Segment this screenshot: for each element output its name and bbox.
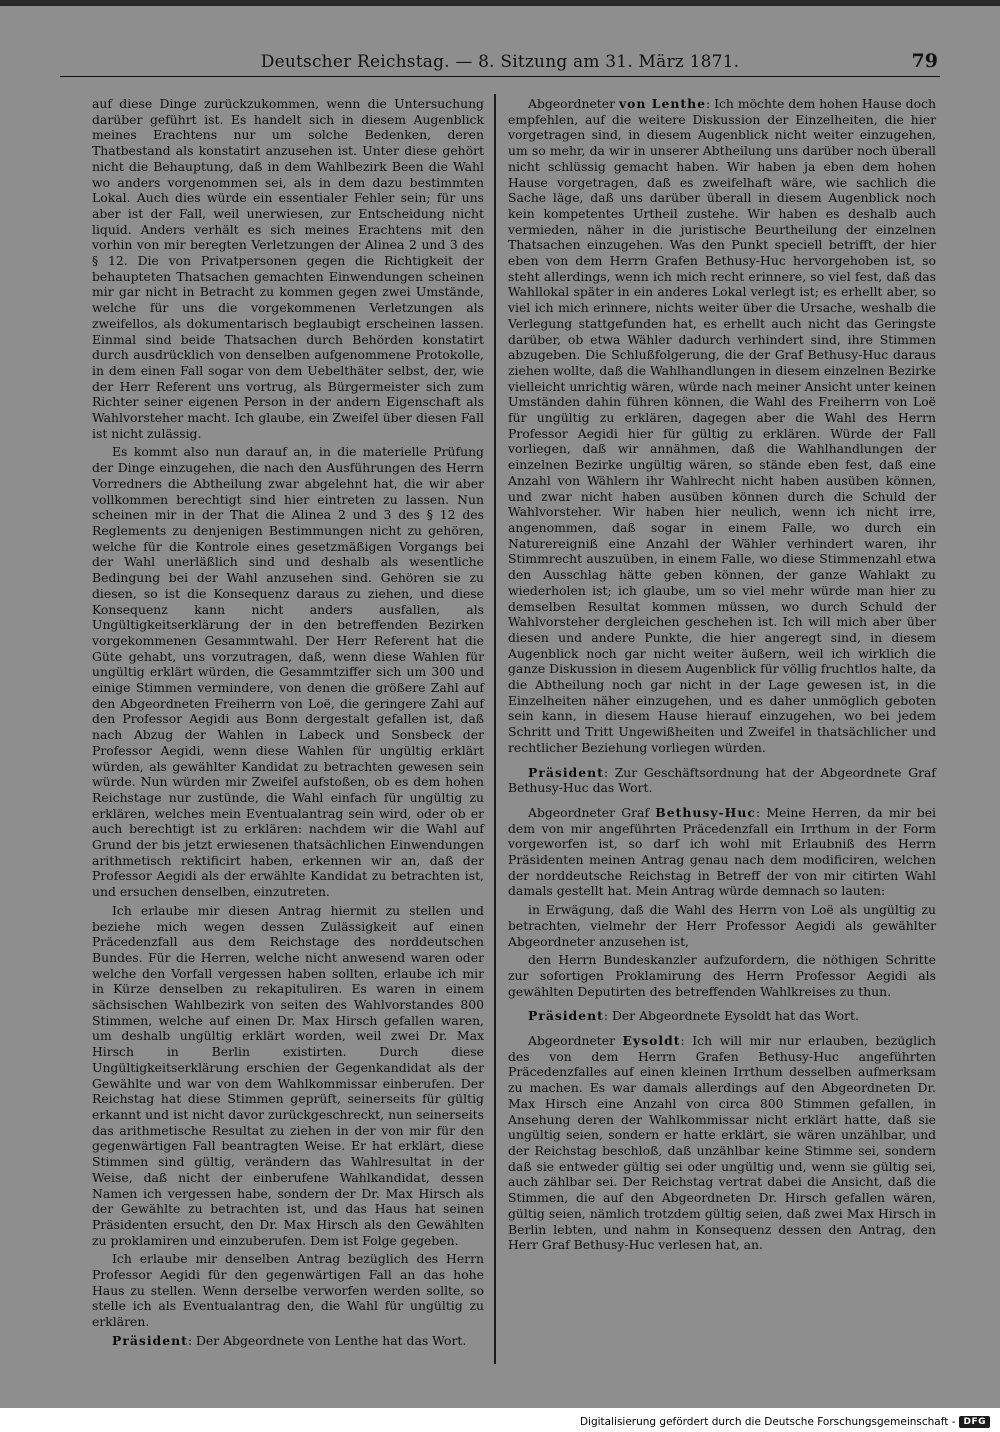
speaker-paragraph (508, 765, 936, 796)
motion-quote: in Erwägung, daß die Wahl des Herrn von Loë als ungültig zu betrachten, vielmehr der Herr Professor Aegidi als gewählter Abgeordneter anzusehen ist, (508, 902, 936, 949)
speaker-text: : Zur Geschäftsordnung hat der Abgeordnete Graf Bethusy-Huc das Wort. (508, 764, 936, 796)
running-title: Deutscher Reichstag. — 8. Sitzung am 31. März 1871. (260, 52, 740, 72)
speaker-prefix: Abgeordneter (528, 1033, 623, 1049)
page-header (60, 50, 940, 77)
speaker-name: Bethusy-Huc (655, 804, 756, 820)
speaker-name: von Lenthe (618, 96, 706, 111)
paragraph: Ich erlaube mir diesen Antrag hiermit zu stellen und beziehe mich wegen dessen Zulässigkeit auf einen Präcedenzfall aus dem Reichstage des norddeutschen Bundes. Für die Herren, welche nicht anwesend waren oder welche den Vorfall vergessen haben sollten, erlaube ich mir in Kürze denselben zu rekapituliren. Es waren in einem sächsischen Wahlbezirk von seiten des Wahlvorstandes 800 Stimmen, welche auf einen Dr. Max Hirsch gefallen waren, um deshalb ungültig erklärt worden, weil zwei Dr. Max Hirsch in Berlin existirten. Durch diese Ungültigkeitserklärung erschien der Gegenkandidat als der Gewählte und war von dem Wahlkommissar einberufen. Der Reichstag hat diese Stimmen geprüft, seinerseits für gültig erkannt und ist nicht davor zurückgeschreckt, nun seinerseits das arithmetische Resultat zu ziehen in der von mir für den gegenwärtigen Fall beantragten Weise. Er hat erklärt, diese Stimmen sind gültig, verändern das Wahlresultat in der Weise, daß nicht der einberufene Wahlkandidat, dessen Namen ich vergessen habe, sondern der Dr. Max Hirsch als der Gewählte zu betrachten ist, und das Haus hat seinen Präsidenten ersucht, den Dr. Max Hirsch als den Gewählten zu proklamiren und einzuberufen. Dem ist Folge gegeben. (92, 902, 484, 1248)
speaker-name: Präsident (528, 764, 604, 780)
speaker-text: : Ich will mir nur erlauben, bezüglich des von dem Herrn Grafen Bethusy-Huc angeführten Präcedenzfalles auf einen kleinen Irrthum desselben aufmerksam zu machen. Es war damals allerdings auf den Abgeordneten Dr. Max Hirsch eine Anzahl von circa 800 Stimmen gefallen, in Ansehung deren der Wahlkommissar nicht erklärt hatte, daß sie ungültig seien, sondern er hatte erklärt, sie wären unzählbar, und der Reichstag beschloß, daß unzählbar keine Stimme sei, sondern daß sie entweder gültig sei oder ungültig und, wenn sie gültig sei, auch zählbar sei. Der Reichstag vertrat dabei die Ansicht, daß die Stimmen, die auf den Abgeordneten Dr. Hirsch gefallen wären, gültig seien, nämlich trotzdem gültig seien, daß zwei Max Hirsch in Berlin lebten, und nahm in Konsequenz dessen den Antrag, den Herr Graf Bethusy-Huc verlesen hat, an. (508, 1033, 937, 1253)
page-number: 79 (911, 50, 938, 72)
dfg-logo: DFG (959, 1416, 990, 1428)
speaker-name: Präsident (112, 1332, 188, 1348)
paragraph: Es kommt also nun darauf an, in die materielle Prüfung der Dinge einzugehen, die nach den Ausführungen des Herrn Vorredners die Abtheilung zwar abgelehnt hat, die wir aber vollkommen berechtigt sind hier eintreten zu lassen. Nun scheinen mir in der That die Alinea 2 und 3 des § 12 des Reglements zu denjenigen Bestimmungen nicht zu gehören, welche für die Kontrole eines gesetzmäßigen Vorgangs bei der Wahl unerläßlich sind und deshalb als wesentliche Bedingung bei der Wahl anzusehen sind. Gehören sie zu diesen, so ist die Konsequenz daraus zu ziehen, und diese Konsequenz kann nicht anders ausfallen, als Ungültigkeitserklärung der in den betreffenden Bezirken vorgekommenen Gesammtwahl. Der Herr Referent hat die Güte gehabt, uns vorzutragen, daß, wenn diese Wahlen für ungültig erklärt würden, die Gesammtziffer sich um 300 und einige Stimmen verminderе, von denen die größere Zahl auf den Abgeordneten Freiherrn von Loë, die geringere Zahl auf den Professor Aegidi aus Bonn dergestalt gefallen ist, daß nach Abzug der Wahlen in Labeck und Sonsbeck der Professor Aegidi, wenn diese Wahlen für ungültig erklärt würden, als gewählter Kandidat zu betrachten gewesen sein würde. Nun würden mir Zweifel aufstoßen, ob es dem hohen Reichstage nur zustünde, die Wahl einfach für ungültig zu erklären, welches mein Eventualantrag sein wird, oder ob er auch berechtigt ist zu erklären: nachdem wir die Wahl auf Grund der bis jetzt erwiesenen thatsächlichen Einwendungen arithmetisch rektificirt haben, erkennen wir an, daß der Professor Aegidi als der erwählte Kandidat zu betrachten ist, und ersuchen denselben, einzutreten. (92, 444, 484, 900)
speaker-paragraph (508, 805, 936, 899)
speaker-text: : Der Abgeordnete Eysoldt hat das Wort. (603, 1008, 859, 1024)
paragraph: Ich erlaube mir denselben Antrag bezüglich des Herrn Professor Aegidi für den gegenwärtigen Fall an das hohe Haus zu stellen. Wenn derselbe verworfen werden sollte, so stelle ich als Eventualantrag den, die Wahl für ungültig zu erklären. (92, 1251, 484, 1330)
speaker-paragraph (508, 96, 936, 756)
right-column (508, 96, 936, 1256)
digitization-footer (580, 1414, 990, 1430)
left-column (92, 96, 484, 1352)
speaker-name: Eysoldt (622, 1033, 681, 1049)
speaker-paragraph (92, 1333, 484, 1349)
column-divider (494, 94, 496, 1364)
speaker-paragraph (508, 1033, 936, 1253)
speaker-name: Präsident (528, 1008, 604, 1024)
speaker-prefix: Abgeordneter Graf (528, 804, 656, 820)
speaker-paragraph (508, 1008, 936, 1024)
speaker-prefix: Abgeordneter (528, 96, 619, 111)
motion-quote: den Herrn Bundeskanzler aufzufordern, die nöthigen Schritte zur sofortigen Proklamirung des Herrn Professor Aegidi als gewählten Deputirten des betreffenden Wahlkreises zu thun. (508, 952, 936, 999)
speaker-text: : Der Abgeordnete von Lenthe hat das Wort. (187, 1332, 467, 1348)
speaker-text: : Meine Herren, da mir bei dem von mir angeführten Präcedenzfall ein Irrthum in der Form vorgeworfen ist, so darf ich wohl mit Erlaubniß des Herrn Präsidenten meinen Antrag genau nach dem modificiren, welchen der norddeutsche Reichstag in Betreff der von mir citirten Wahl damals gestellt hat. Mein Antrag würde demnach so lauten: (508, 804, 936, 899)
speaker-text: : Ich möchte dem hohen Hause doch empfehlen, auf die weitere Diskussion der Einzelheiten, die hier vorgetragen sind, in diesem Augenblick nicht weiter einzugehen, um so mehr, da wir in unserer Abtheilung uns darüber noch überall nicht schlüssig gemacht haben. Wir haben ja eben dem hohen Hause vorgetragen, daß es zweifelhaft wäre, wie sachlich die Sache läge, daß uns darüber überall in diesem Augenblick noch kein kompetentes Urtheil zustehe. Wir haben es deshalb auch vermieden, näher in die juristische Beurtheilung der einzelnen Thatsachen einzugehen. Was den Punkt speciell betrifft, der hier eben von dem Herrn Grafen Bethusy-Huc hervorgehoben ist, so steht allerdings, wenn ich mich recht erinnere, so viel fest, daß das Wahllokal später in ein anderes Lokal verlegt ist; es erhellt aber, so viel ich mich erinnere, nichts weiter über die Ursache, weshalb die Verlegung stattgefunden hat, es erhellt auch nicht das Geringste darüber, ob etwa Wähler dadurch verhindert sind, ihre Stimmen abzugeben. Die Schlußfolgerung, die der Graf Bethusy-Huc daraus ziehen wollte, daß die Wahlhandlungen in diesem einzelnen Bezirke vielleicht unrichtig wären, würde nach meiner Ansicht unter keinen Umständen dahin führen können, die Wahl des Freiherrn von Loë für ungültig zu erklären, dagegen aber die Wahl des Herrn Professor Aegidi hier für gültig zu erklären. Würde der Fall vorliegen, daß wir annähmen, daß die Wahlhandlungen der einzelnen Bezirke ungültig wären, so stände eben fest, daß eine Anzahl von Wählern ihr Wahlrecht nicht haben ausüben können, und zwar nicht haben ausüben können durch die Schuld der Wahlvorsteher. Wir haben hier neulich, wenn ich nicht irre, angenommen, daß sogar in einem Falle, wo durch ein Naturereigniß eine Anzahl der Wähler verhindert waren, ihr Stimmrecht auszuüben, in einem Falle, wo diese Stimmenzahl etwa den Ausschlag hätte geben können, der ganze Wahlakt zu wiederholen ist; ich glaube, um so viel mehr würde man hier zu demselben Resultat kommen müssen, wo durch Schuld der Wahlvorsteher dergleichen geschehen ist. Ich will mich aber über diesen und andere Punkte, die hier angeregt sind, in diesem Augenblick noch gar nicht weiter äußern, weil ich wirklich die ganze Diskussion in diesem Augenblick für völlig fruchtlos halte, da die Abtheilung noch gar nicht in der Lage gewesen ist, in die Einzelheiten näher einzugehen, und es daher unmöglich geboten sein kann, in diesem Hause hierauf einzugehen, wo bei jedem Schritt und Tritt Ungewißheiten und Zweifel in thatsächlicher und rechtlicher Beziehung vorliegen würden. (508, 96, 936, 755)
footer-text: Digitalisierung gefördert durch die Deutsche Forschungsgemeinschaft - (579, 1416, 956, 1428)
paragraph: auf diese Dinge zurückzukommen, wenn die Untersuchung darüber geführt ist. Es handelt sich in diesem Augenblick meines Erachtens nur um solche Bedenken, deren Thatbestand als konstatirt anzusehen ist. Unter diese gehört nicht die Behauptung, daß in dem Wahlbezirk Been die Wahl wo anders vorgenommen sei, als in dem dazu bestimmten Lokal. Auch dies würde ein essentialer Fehler sein; für uns aber ist der Fall, weil unerwiesen, zur Entscheidung nicht liquid. Anders verhält es sich meines Erachtens mit den vorhin von mir beregten Verletzungen der Alinea 2 und 3 des § 12. Die von Privatpersonen gegen die Richtigkeit der behaupteten Thatsachen gemachten Einwendungen scheinen mir gar nicht in Betracht zu kommen gegen zwei Umstände, welche für uns die vorgekommenen Verletzungen als zweifellos, als dokumentarisch beglaubigt erscheinen lassen. Einmal sind beide Thatsachen durch Behörden konstatirt durch ausdrücklich von denselben aufgenommene Protokolle, in dem einen Fall sogar von dem Uebelthäter selbst, der, wie der Herr Referent uns vortrug, als Bürgermeister sich zum Richter seiner eigenen Person in der andern Eigenschaft als Wahlvorsteher macht. Ich glaube, ein Zweifel über diesen Fall ist nicht zulässig. (92, 96, 484, 441)
